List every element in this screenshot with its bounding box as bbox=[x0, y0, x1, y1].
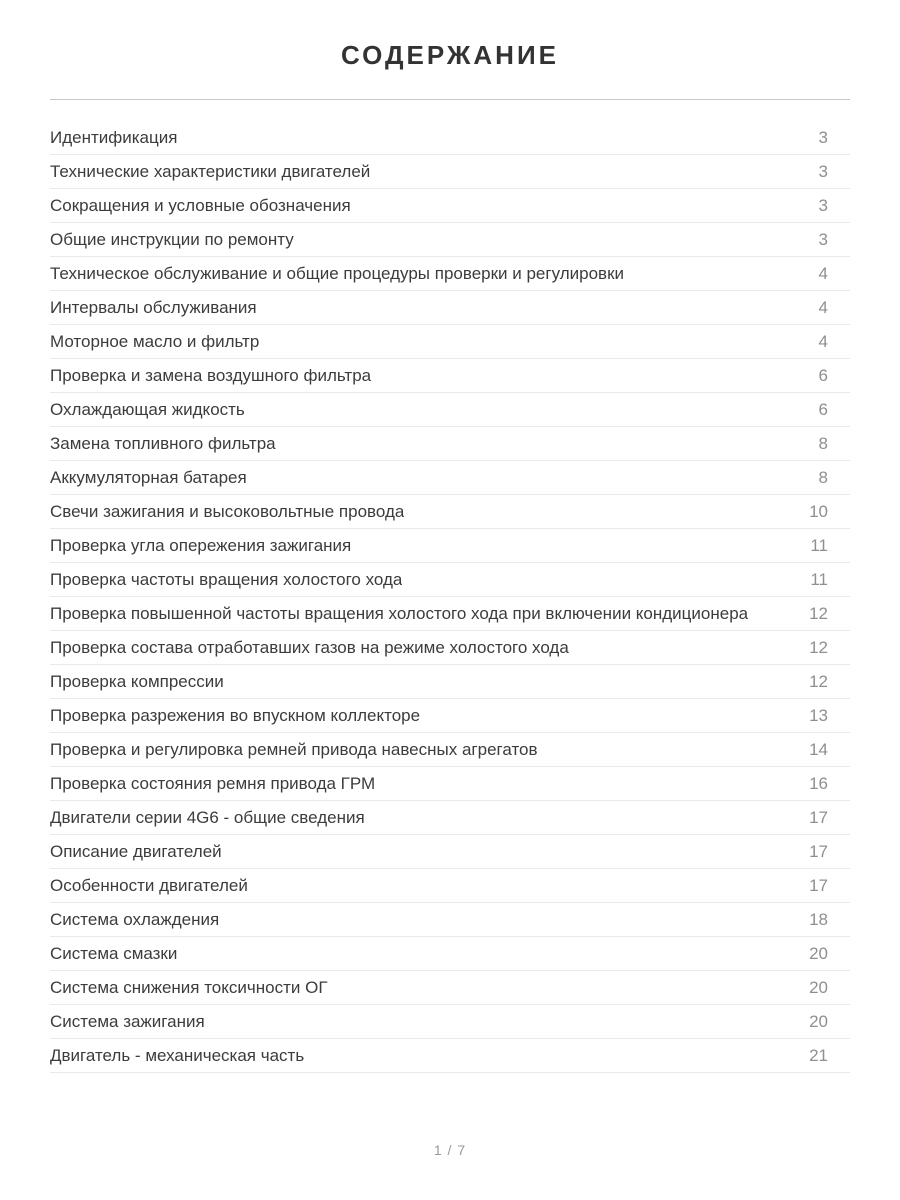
toc-entry-label: Проверка и регулировка ремней привода навесных агрегатов bbox=[50, 739, 538, 759]
toc-entry-label: Система зажигания bbox=[50, 1011, 205, 1031]
page-title: СОДЕРЖАНИЕ bbox=[341, 40, 559, 70]
toc-entry-label: Проверка состояния ремня привода ГРМ bbox=[50, 773, 376, 793]
toc-entry-label: Интервалы обслуживания bbox=[50, 297, 257, 317]
toc-entry-page-number: 4 bbox=[818, 331, 828, 351]
toc-entry-page-number: 16 bbox=[809, 773, 828, 793]
toc-entry-label: Система смазки bbox=[50, 943, 178, 963]
toc-entry-label: Проверка разрежения во впускном коллекторе bbox=[50, 705, 421, 725]
toc-entry-label: Свечи зажигания и высоковольтные провода bbox=[50, 501, 405, 521]
toc-row bbox=[50, 291, 850, 325]
toc-row bbox=[50, 257, 850, 291]
toc-entry-page-number: 3 bbox=[818, 229, 828, 249]
toc-row bbox=[50, 155, 850, 189]
toc-row bbox=[50, 1005, 850, 1039]
toc-entry-page-number: 17 bbox=[809, 807, 828, 827]
toc-row bbox=[50, 835, 850, 869]
toc-entry-label: Моторное масло и фильтр bbox=[50, 331, 260, 351]
toc-row bbox=[50, 529, 850, 563]
toc-entry-label: Система охлаждения bbox=[50, 909, 220, 929]
toc-entry-page-number: 8 bbox=[818, 433, 828, 453]
toc-entry-page-number: 4 bbox=[818, 297, 828, 317]
toc-row bbox=[50, 325, 850, 359]
toc-entry-label: Общие инструкции по ремонту bbox=[50, 229, 294, 249]
toc-entry-page-number: 12 bbox=[809, 637, 828, 657]
toc-row bbox=[50, 121, 850, 155]
toc-entry-label: Описание двигателей bbox=[50, 841, 222, 861]
toc-entry-page-number: 20 bbox=[809, 1011, 828, 1031]
toc-entry-page-number: 11 bbox=[810, 535, 828, 555]
toc-entry-label: Охлаждающая жидкость bbox=[50, 399, 245, 419]
toc-row bbox=[50, 189, 850, 223]
toc-entry-page-number: 12 bbox=[809, 671, 828, 691]
toc-entry-label: Проверка частоты вращения холостого хода bbox=[50, 569, 403, 589]
toc-entry-label: Проверка и замена воздушного фильтра bbox=[50, 365, 372, 385]
toc-entry-label: Сокращения и условные обозначения bbox=[50, 195, 351, 215]
toc-list bbox=[50, 121, 850, 1073]
toc-entry-label: Двигатель - механическая часть bbox=[50, 1045, 305, 1065]
toc-entry-page-number: 6 bbox=[818, 365, 828, 385]
toc-entry-page-number: 6 bbox=[818, 399, 828, 419]
toc-entry-page-number: 8 bbox=[818, 467, 828, 487]
toc-row bbox=[50, 597, 850, 631]
toc-entry-page-number: 14 bbox=[809, 739, 828, 759]
toc-entry-label: Замена топливного фильтра bbox=[50, 433, 276, 453]
toc-entry-page-number: 17 bbox=[809, 875, 828, 895]
toc-row bbox=[50, 495, 850, 529]
toc-entry-page-number: 3 bbox=[818, 161, 828, 181]
toc-entry-label: Проверка компрессии bbox=[50, 671, 224, 691]
toc-entry-label: Система снижения токсичности ОГ bbox=[50, 977, 328, 997]
toc-entry-label: Проверка угла опережения зажигания bbox=[50, 535, 352, 555]
page-indicator: 1 / 7 bbox=[433, 1142, 467, 1158]
toc-row bbox=[50, 801, 850, 835]
toc-row bbox=[50, 631, 850, 665]
toc-entry-page-number: 4 bbox=[818, 263, 828, 283]
toc-row bbox=[50, 767, 850, 801]
toc-entry-page-number: 20 bbox=[809, 977, 828, 997]
toc-entry-label: Двигатели серии 4G6 - общие сведения bbox=[50, 807, 365, 827]
toc-row bbox=[50, 869, 850, 903]
toc-entry-page-number: 18 bbox=[809, 909, 828, 929]
toc-entry-page-number: 12 bbox=[809, 603, 828, 623]
toc-row bbox=[50, 359, 850, 393]
toc-entry-label: Технические характеристики двигателей bbox=[50, 161, 371, 181]
toc-entry-label: Идентификация bbox=[50, 127, 178, 147]
toc-row bbox=[50, 665, 850, 699]
toc-entry-label: Проверка повышенной частоты вращения холостого хода при включении кондиционера bbox=[50, 603, 749, 623]
toc-row bbox=[50, 971, 850, 1005]
toc-entry-label: Техническое обслуживание и общие процедуры проверки и регулировки bbox=[50, 263, 625, 283]
toc-row bbox=[50, 427, 850, 461]
toc-entry-page-number: 11 bbox=[810, 569, 828, 589]
toc-entry-label: Аккумуляторная батарея bbox=[50, 467, 247, 487]
toc-entry-page-number: 20 bbox=[809, 943, 828, 963]
toc-row bbox=[50, 563, 850, 597]
toc-entry-page-number: 17 bbox=[809, 841, 828, 861]
toc-row bbox=[50, 903, 850, 937]
toc-entry-page-number: 21 bbox=[809, 1045, 828, 1065]
toc-row bbox=[50, 393, 850, 427]
toc-entry-label: Особенности двигателей bbox=[50, 875, 248, 895]
toc-entry-page-number: 10 bbox=[809, 501, 828, 521]
toc-row bbox=[50, 733, 850, 767]
toc-row bbox=[50, 223, 850, 257]
title-divider bbox=[50, 99, 850, 100]
toc-row bbox=[50, 699, 850, 733]
toc-row bbox=[50, 461, 850, 495]
toc-row bbox=[50, 937, 850, 971]
toc-entry-page-number: 3 bbox=[818, 195, 828, 215]
toc-entry-label: Проверка состава отработавших газов на режиме холостого хода bbox=[50, 637, 569, 657]
toc-entry-page-number: 3 bbox=[818, 127, 828, 147]
toc-entry-page-number: 13 bbox=[809, 705, 828, 725]
toc-row bbox=[50, 1039, 850, 1073]
